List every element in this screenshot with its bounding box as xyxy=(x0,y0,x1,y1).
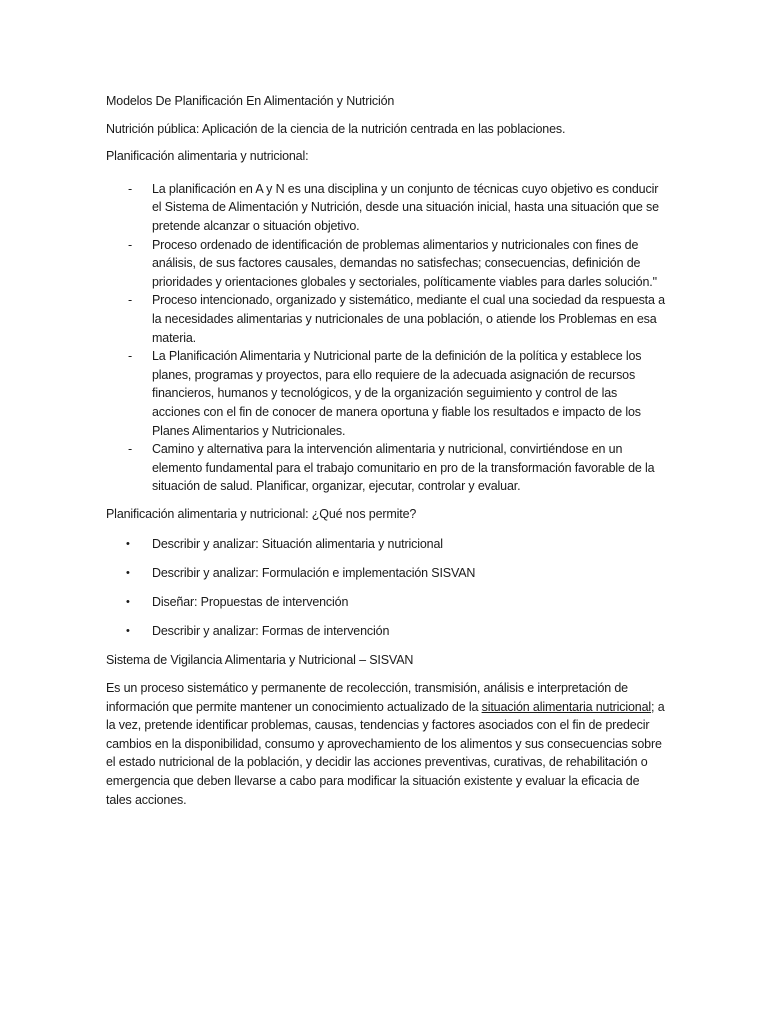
list-item-text: Describir y analizar: Situación alimentaria y nutricional xyxy=(152,537,443,552)
section-heading-sisvan: Sistema de Vigilancia Alimentaria y Nutricional – SISVAN xyxy=(106,653,414,668)
list-item-text: Diseñar: Propuestas de intervención xyxy=(152,595,349,610)
dash-marker: - xyxy=(128,293,133,308)
dash-marker: - xyxy=(128,349,133,364)
list-item-text: Describir y analizar: Formulación e implementación SISVAN xyxy=(152,566,476,581)
list-item xyxy=(106,593,666,612)
list-item-text: Camino y alternativa para la intervención alimentaria y nutricional, convirtiéndose en un elemento fundamental para el trabajo comunitario en pro de la transformación favorable de la situación de salud. Planificar, organizar, ejecutar, controlar y evaluar. xyxy=(152,442,655,494)
list-item-text: Proceso intencionado, organizado y sistemático, mediante el cual una sociedad da respuesta a la necesidades alimentarias y nutricionales de una población, o atiende los Problemas en esa materia. xyxy=(152,293,665,345)
document-page xyxy=(106,92,666,818)
list-item xyxy=(106,535,666,554)
list-item xyxy=(106,236,666,292)
list-item xyxy=(106,347,666,440)
bullet-marker: • xyxy=(126,625,130,638)
list-item-text: Proceso ordenado de identificación de problemas alimentarios y nutricionales con fines de análisis, de sus factores causales, demandas no satisfechas; consecuencias, definición de prioridades y orientaciones globales y sectoriales, políticamente viables para darles solución." xyxy=(152,237,657,289)
sisvan-text-end: ; a la vez, pretende identificar problemas, causas, tendencias y factores asociados con el fin de predecir cambios en la disponibilidad, consumo y aprovechamiento de los alimentos y sus consecuencias sobre el estado nutricional de la población, y decidir las acciones preventivas, curativas, de rehabilitación o emergencia que deben llevarse a cabo para modificar la situación existente y evaluar la eficacia de tales acciones. xyxy=(106,699,665,807)
dash-marker: - xyxy=(128,442,133,457)
intro-text: Aplicación de la ciencia de la nutrición centrada en las poblaciones. xyxy=(199,121,566,136)
intro-paragraph xyxy=(106,120,666,139)
list-item-text: La Planificación Alimentaria y Nutricional parte de la definición de la política y establece los planes, programas y proyectos, para ello requiere de la adecuada asignación de recursos financieros, humanos y tecnológicos, y de la organización seguimiento y control de las acciones con el fin de conocer de manera oportuna y fiable los resultados e impacto de los Planes Alimentarios y Nutricionales. xyxy=(152,349,642,438)
bullet-marker: • xyxy=(126,596,130,609)
definition-list xyxy=(106,180,666,496)
bullet-marker: • xyxy=(126,538,130,551)
list-item xyxy=(106,440,666,496)
list-item xyxy=(106,180,666,236)
sisvan-underlined-term: situación alimentaria nutricional xyxy=(481,699,652,714)
dash-marker: - xyxy=(128,237,133,252)
document-title: Modelos De Planificación En Alimentación y Nutrición xyxy=(106,94,395,108)
intro-label: Nutrición pública: xyxy=(106,121,200,136)
dash-marker: - xyxy=(128,181,133,196)
list-item-text: Describir y analizar: Formas de intervención xyxy=(152,624,390,639)
list-item xyxy=(106,622,666,641)
section-heading-planning: Planificación alimentaria y nutricional: xyxy=(106,149,309,164)
bullet-marker: • xyxy=(126,567,130,580)
list-item xyxy=(106,564,666,583)
sisvan-text-start: Es un proceso sistemático y permanente de recolección, transmisión, análisis e interpretación de información que permite mantener un conocimiento actualizado de la xyxy=(106,681,628,714)
list-item-text: La planificación en A y N es una disciplina y un conjunto de técnicas cuyo objetivo es conducir el Sistema de Alimentación y Nutrición, desde una situación inicial, hasta una situación que se pretende alcanzar o situación objetivo. xyxy=(152,181,659,233)
list-item xyxy=(106,291,666,347)
permits-list xyxy=(106,535,666,641)
sisvan-paragraph xyxy=(106,679,666,809)
section-heading-permits: Planificación alimentaria y nutricional: ¿Qué nos permite? xyxy=(106,506,417,521)
